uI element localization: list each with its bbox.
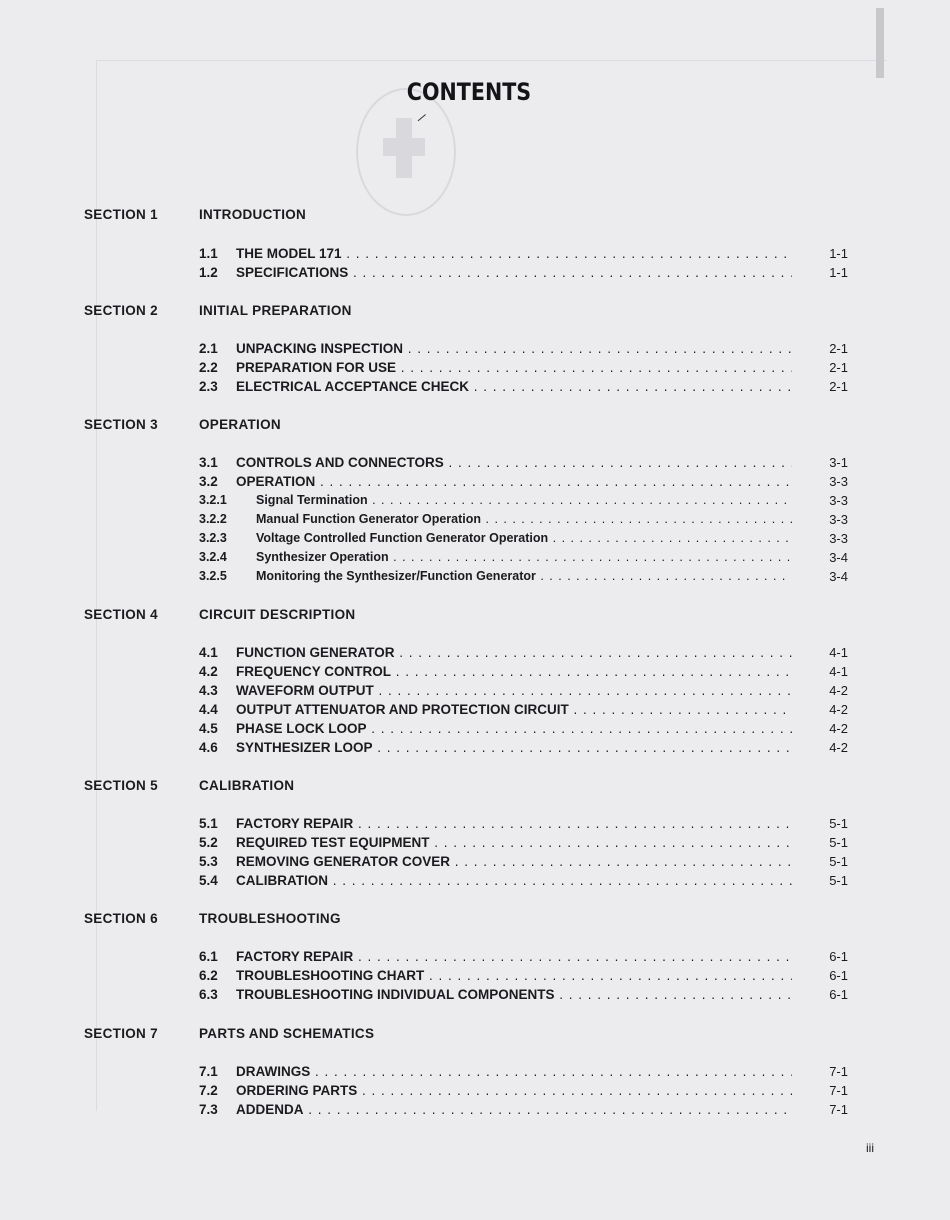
toc-subentry[interactable] [0,569,950,588]
entry-title: CONTROLS AND CONNECTORS . . . [236,455,792,470]
entry-title: FREQUENCY CONTROL . . . [236,664,792,679]
entry-title: OPERATION . . . [236,474,792,489]
section-title: CALIBRATION [199,778,295,793]
entry-page: 3-3 [829,512,848,527]
entry-page: 3-1 [829,455,848,470]
entry-page: 3-3 [829,474,848,489]
toc-entry[interactable] [0,379,950,398]
toc-entry[interactable] [0,740,950,759]
entry-title: TROUBLESHOOTING INDIVIDUAL COMPONENTS . . . [236,987,792,1002]
entry-number: 3.2.3 [199,531,227,545]
section-title: TROUBLESHOOTING [199,911,341,926]
entry-page: 5-1 [829,835,848,850]
section-label: SECTION 2 [84,303,158,318]
toc-subentry[interactable] [0,550,950,569]
entry-title: PREPARATION FOR USE . . . [236,360,792,375]
toc-entry[interactable] [0,816,950,835]
entry-title: TROUBLESHOOTING CHART . . . [236,968,792,983]
toc-entry[interactable] [0,664,950,683]
entry-number: 3.2.1 [199,493,227,507]
entry-number: 1.2 [199,265,218,280]
entry-number: 7.1 [199,1064,218,1079]
entry-page: 6-1 [829,968,848,983]
toc-entry[interactable] [0,835,950,854]
entry-title: SPECIFICATIONS . . . [236,265,792,280]
entry-title: Synthesizer Operation . . . [256,550,792,564]
entry-number: 3.2.2 [199,512,227,526]
entry-page: 5-1 [829,873,848,888]
entry-title: FUNCTION GENERATOR . . . [236,645,792,660]
toc-entry[interactable] [0,987,950,1006]
entry-number: 3.1 [199,455,218,470]
entry-title: REQUIRED TEST EQUIPMENT . . . [236,835,792,850]
entry-title: ADDENDA . . . [236,1102,792,1117]
toc-entry[interactable] [0,968,950,987]
toc-entry[interactable] [0,702,950,721]
section-title: OPERATION [199,417,281,432]
toc-entry[interactable] [0,265,950,284]
toc-entry[interactable] [0,455,950,474]
section-label: SECTION 1 [84,207,158,222]
entry-number: 7.2 [199,1083,218,1098]
toc-subentry[interactable] [0,493,950,512]
entry-number: 3.2.5 [199,569,227,583]
toc-subentry[interactable] [0,512,950,531]
toc-entry[interactable] [0,645,950,664]
entry-number: 5.4 [199,873,218,888]
entry-title: Manual Function Generator Operation . . . [256,512,792,526]
entry-page: 7-1 [829,1102,848,1117]
entry-number: 6.3 [199,987,218,1002]
toc-subentry[interactable] [0,531,950,550]
entry-page: 4-2 [829,702,848,717]
entry-title: FACTORY REPAIR . . . [236,816,792,831]
entry-page: 7-1 [829,1064,848,1079]
toc-entry[interactable] [0,360,950,379]
section-title: INTRODUCTION [199,207,307,222]
entry-page: 4-1 [829,664,848,679]
entry-page: 1-1 [829,246,848,261]
entry-page: 5-1 [829,816,848,831]
entry-number: 1.1 [199,246,218,261]
entry-title: SYNTHESIZER LOOP . . . [236,740,792,755]
entry-title: Signal Termination . . . [256,493,792,507]
entry-title: Voltage Controlled Function Generator Operation . . . [256,531,792,545]
entry-page: 3-3 [829,531,848,546]
entry-number: 3.2.4 [199,550,227,564]
entry-number: 4.6 [199,740,218,755]
toc-entry[interactable] [0,341,950,360]
entry-title: FACTORY REPAIR . . . [236,949,792,964]
section-label: SECTION 5 [84,778,158,793]
page-edge-mark [876,8,884,78]
section-label: SECTION 7 [84,1026,158,1041]
entry-page: 4-2 [829,683,848,698]
entry-number: 4.5 [199,721,218,736]
entry-page: 4-2 [829,740,848,755]
section-title: PARTS AND SCHEMATICS [199,1026,375,1041]
entry-number: 3.2 [199,474,218,489]
entry-title: UNPACKING INSPECTION . . . [236,341,792,356]
entry-title: WAVEFORM OUTPUT . . . [236,683,792,698]
entry-number: 7.3 [199,1102,218,1117]
entry-title: ELECTRICAL ACCEPTANCE CHECK . . . [236,379,792,394]
entry-number: 5.2 [199,835,218,850]
entry-page: 1-1 [829,265,848,280]
entry-title: Monitoring the Synthesizer/Function Generator . . . [256,569,792,583]
entry-page: 6-1 [829,949,848,964]
entry-number: 2.3 [199,379,218,394]
toc-entry[interactable] [0,474,950,493]
entry-page: 3-4 [829,569,848,584]
entry-title: PHASE LOCK LOOP . . . [236,721,792,736]
entry-page: 3-3 [829,493,848,508]
toc-entry[interactable] [0,1102,950,1121]
entry-title: DRAWINGS . . . [236,1064,792,1079]
entry-page: 6-1 [829,987,848,1002]
entry-page: 7-1 [829,1083,848,1098]
entry-title: ORDERING PARTS . . . [236,1083,792,1098]
entry-page: 3-4 [829,550,848,565]
entry-number: 4.1 [199,645,218,660]
toc-entry[interactable] [0,949,950,968]
toc-entry[interactable] [0,246,950,265]
section-title: CIRCUIT DESCRIPTION [199,607,356,622]
toc-entry[interactable] [0,873,950,892]
entry-title: THE MODEL 171 . . . [236,246,792,261]
entry-number: 5.3 [199,854,218,869]
section-label: SECTION 4 [84,607,158,622]
entry-page: 5-1 [829,854,848,869]
entry-title: CALIBRATION . . . [236,873,792,888]
entry-number: 4.3 [199,683,218,698]
toc-entry[interactable] [0,1064,950,1083]
entry-title: OUTPUT ATTENUATOR AND PROTECTION CIRCUIT . . . [236,702,792,717]
entry-page: 2-1 [829,341,848,356]
toc-entry[interactable] [0,683,950,702]
entry-number: 6.2 [199,968,218,983]
section-title: INITIAL PREPARATION [199,303,352,318]
entry-number: 2.1 [199,341,218,356]
section-label: SECTION 6 [84,911,158,926]
toc-entry[interactable] [0,1083,950,1102]
entry-page: 2-1 [829,360,848,375]
entry-title: REMOVING GENERATOR COVER . . . [236,854,792,869]
entry-number: 6.1 [199,949,218,964]
entry-page: 2-1 [829,379,848,394]
show-through-cross-icon [383,118,425,178]
page-title: CONTENTS [406,78,532,106]
entry-page: 4-2 [829,721,848,736]
section-label: SECTION 3 [84,417,158,432]
entry-number: 4.2 [199,664,218,679]
toc-entry[interactable] [0,721,950,740]
toc-entry[interactable] [0,854,950,873]
page-number: iii [866,1141,874,1155]
entry-page: 4-1 [829,645,848,660]
entry-number: 5.1 [199,816,218,831]
entry-number: 4.4 [199,702,218,717]
entry-number: 2.2 [199,360,218,375]
